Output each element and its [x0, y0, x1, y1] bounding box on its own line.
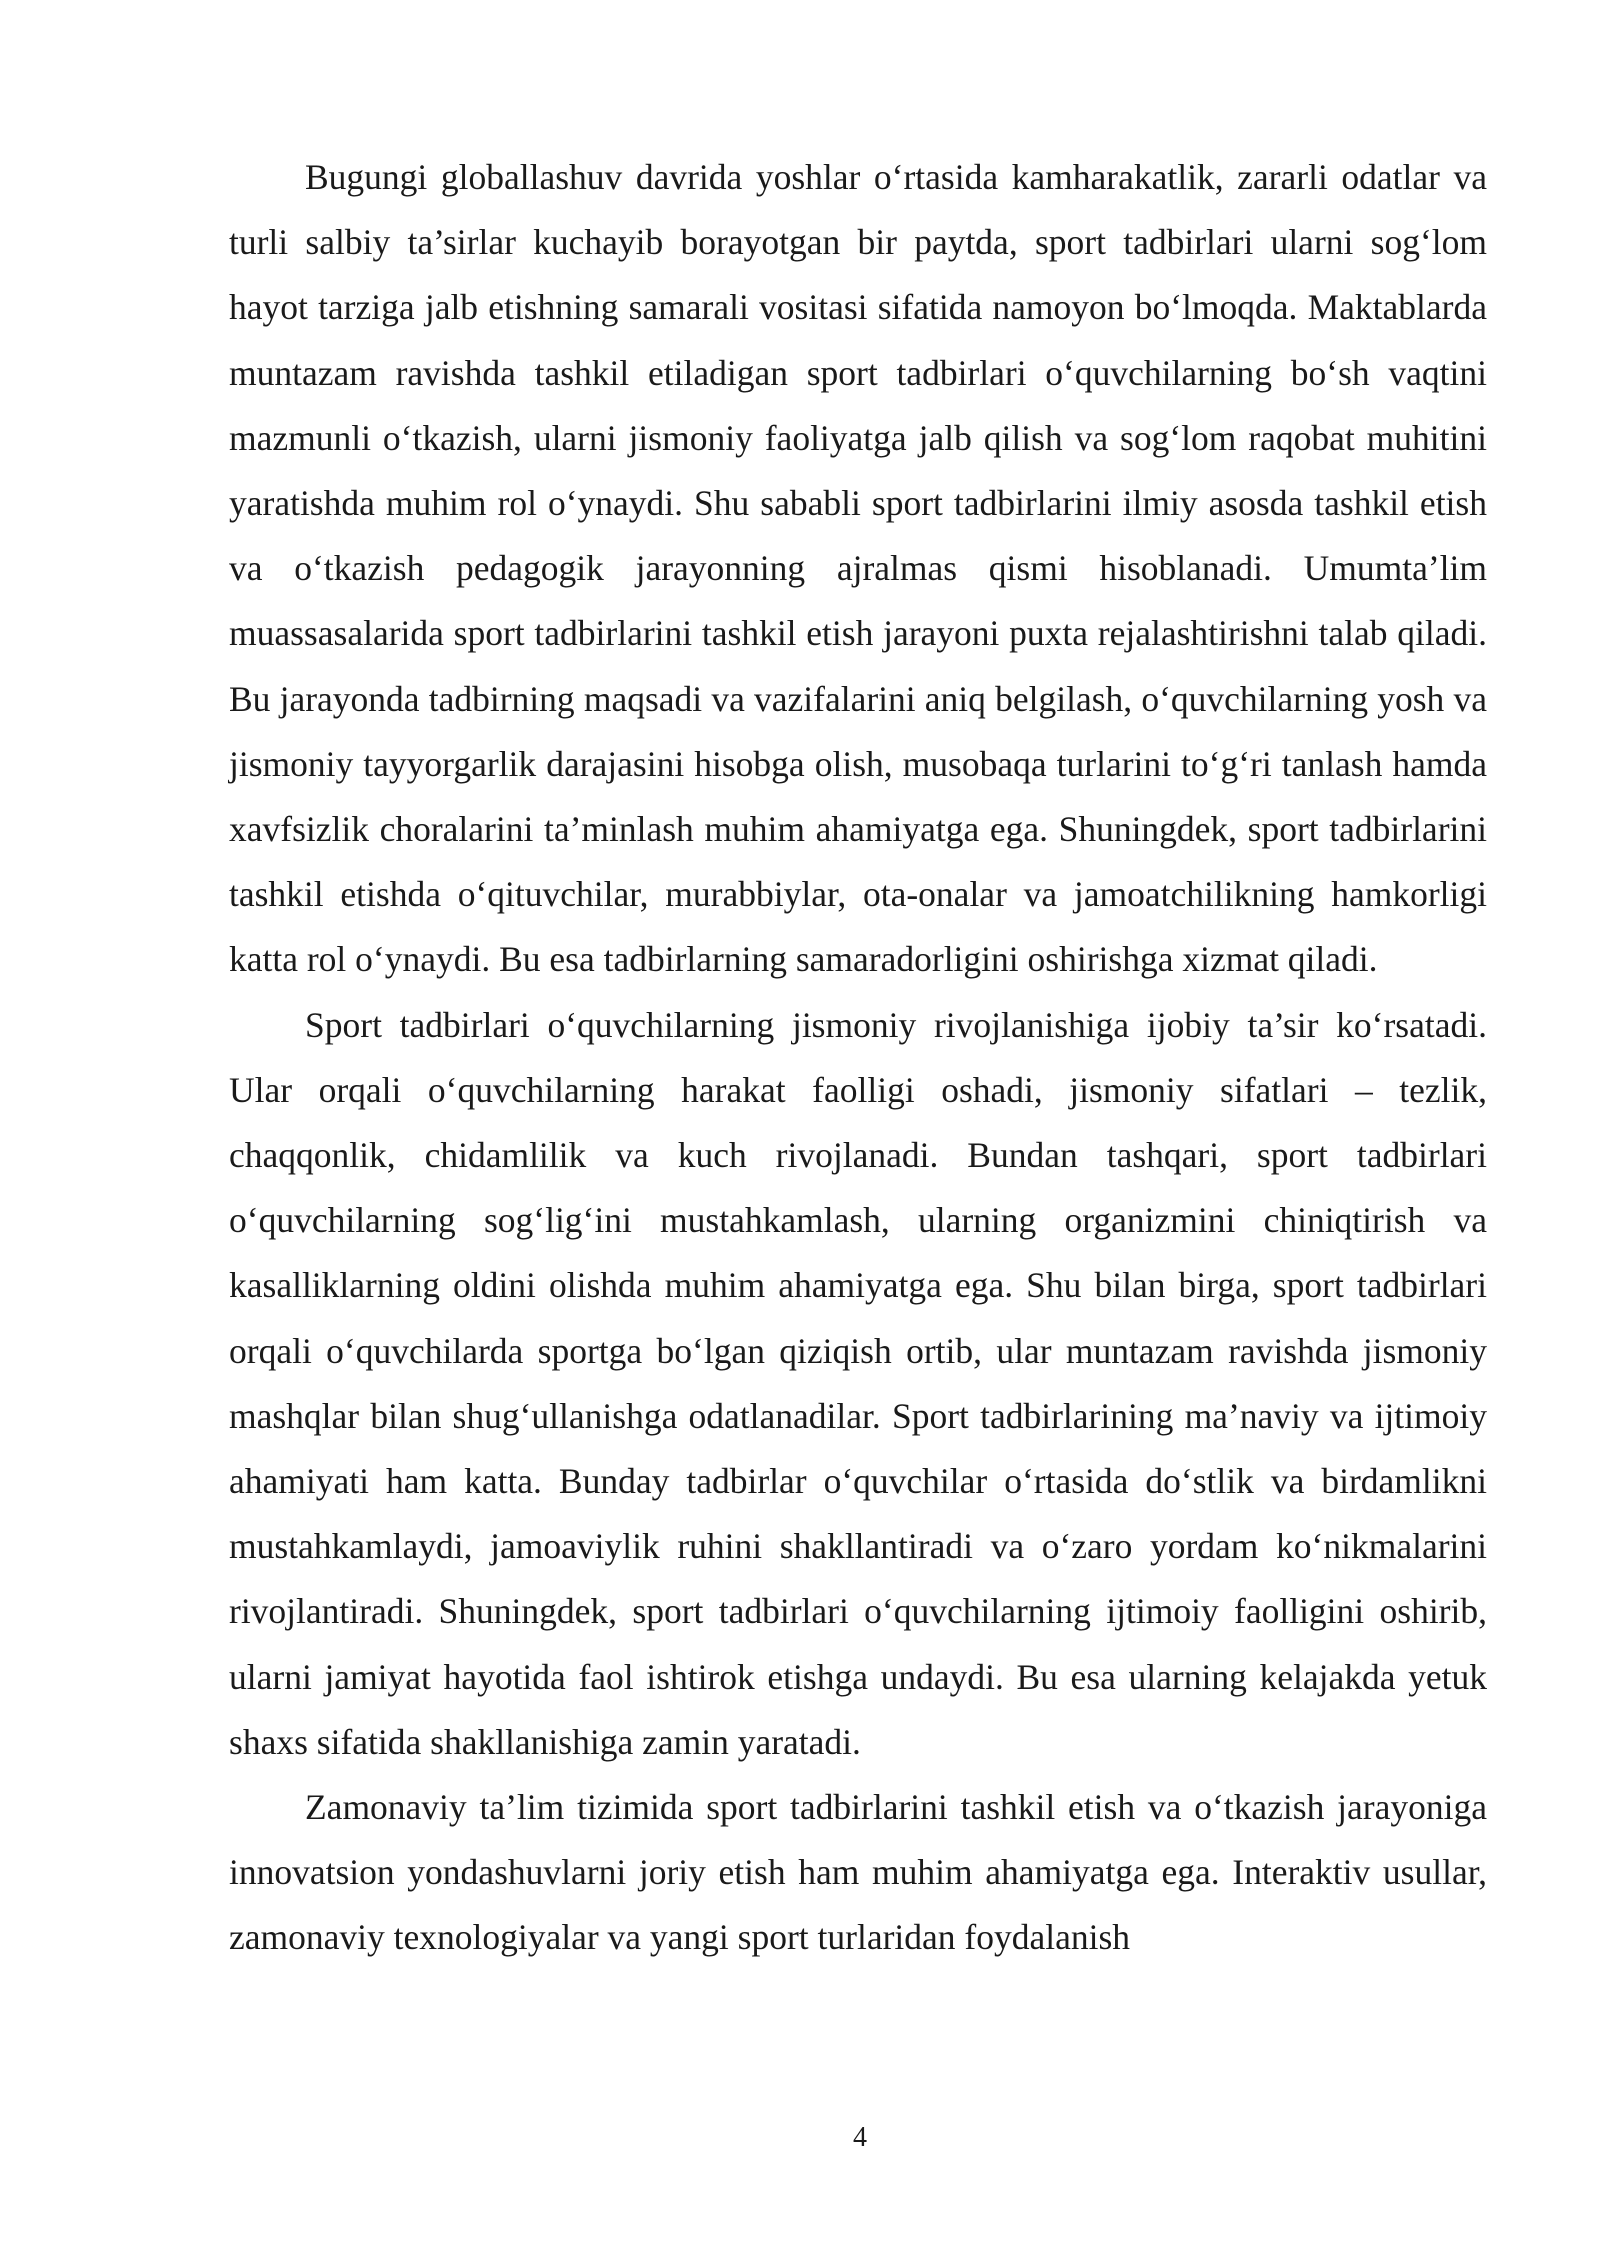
paragraph-1: Bugungi globallashuv davrida yoshlar o‘rtasida kamharakatlik, zararli odatlar va turli salbiy ta’sirlar kuchayib borayotgan bir paytda, sport tadbirlari ularni sog‘lom hayot tarziga jalb etishning samarali vositasi sifatida namoyon bo‘lmoqda. Maktablarda muntazam ravishda tashkil etiladigan sport tadbirlari o‘quvchilarning bo‘sh vaqtini mazmunli o‘tkazish, ularni jismoniy faoliyatga jalb qilish va sog‘lom raqobat muhitini yaratishda muhim rol o‘ynaydi. Shu sababli sport tadbirlarini ilmiy asosda tashkil etish va o‘tkazish pedagogik jarayonning ajralmas qismi hisoblanadi. Umumta’lim muassasalarida sport tadbirlarini tashkil etish jarayoni puxta rejalashtirishni talab qiladi. Bu jarayonda tadbirning maqsadi va vazifalarini aniq belgilash, o‘quvchilarning yosh va jismoniy tayyorgarlik darajasini hisobga olish, musobaqa turlarini to‘g‘ri tanlash hamda xavfsizlik choralarini ta’minlash muhim ahamiyatga ega. Shuningdek, sport tadbirlarini tashkil etishda o‘qituvchilar, murabbiylar, ota-onalar va jamoatchilikning hamkorligi katta rol o‘ynaydi. Bu esa tadbirlarning samaradorligini oshirishga xizmat qiladi.	[229, 157, 1487, 980]
paragraph-3: Zamonaviy ta’lim tizimida sport tadbirlarini tashkil etish va o‘tkazish jarayoniga innovatsion yondashuvlarni joriy etish ham muhim ahamiyatga ega. Interaktiv usullar, zamonaviy texnologiyalar va yangi sport turlaridan foydalanish	[229, 1787, 1487, 1958]
body-text	[229, 145, 1487, 1971]
page-number: 4	[853, 2122, 867, 2153]
paragraph-2: Sport tadbirlari o‘quvchilarning jismoniy rivojlanishiga ijobiy ta’sir ko‘rsatadi. Ular orqali o‘quvchilarning harakat faolligi oshadi, jismoniy sifatlari – tezlik, chaqqonlik, chidamlilik va kuch rivojlanadi. Bundan tashqari, sport tadbirlari o‘quvchilarning sog‘lig‘ini mustahkamlash, ularning organizmini chiniqtirish va kasalliklarning oldini olishda muhim ahamiyatga ega. Shu bilan birga, sport tadbirlari orqali o‘quvchilarda sportga bo‘lgan qiziqish ortib, ular muntazam ravishda jismoniy mashqlar bilan shug‘ullanishga odatlanadilar. Sport tadbirlarining ma’naviy va ijtimoiy ahamiyati ham katta. Bunday tadbirlar o‘quvchilar o‘rtasida do‘stlik va birdamlikni mustahkamlaydi, jamoaviylik ruhini shakllantiradi va o‘zaro yordam ko‘nikmalarini rivojlantiradi. Shuningdek, sport tadbirlari o‘quvchilarning ijtimoiy faolligini oshirib, ularni jamiyat hayotida faol ishtirok etishga undaydi. Bu esa ularning kelajakda yetuk shaxs sifatida shakllanishiga zamin yaratadi.	[229, 1004, 1487, 1762]
